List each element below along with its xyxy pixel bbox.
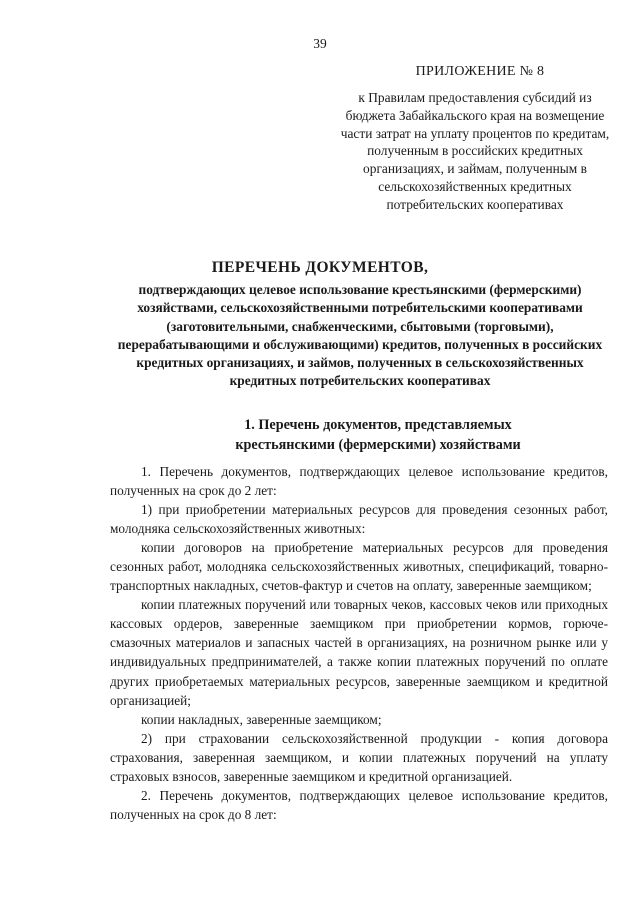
appendix-title: ПРИЛОЖЕНИЕ № 8 xyxy=(415,64,545,79)
document-subtitle: подтверждающих целевое использование крестьянскими (фермерскими) хозяйствами, сельскохозяйственными потребительскими кооперативами (заготовительными, снабженческими, сбытовыми (торговыми), перерабатывающими и обслуживающими) кредитов, полученных в российских кредитных организациях, и займов, полученных в сельскохозяйственных кредитных потребительских кооперативах xyxy=(117,282,603,389)
section-heading: 1. Перечень документов, представляемых крестьянскими (фермерскими) хозяйствами xyxy=(235,417,521,453)
paragraph: 2) при страховании сельскохозяйственной продукции - копия договора страхования, заверенная заемщиком, и копии платежных поручений на уплату страховых взносов, заверенные заемщиком и кредитной организацией. xyxy=(110,730,608,784)
page-number: 39 xyxy=(313,36,327,51)
paragraph: 2. Перечень документов, подтверждающих целевое использование кредитов, полученных на срок до 8 лет: xyxy=(110,787,608,822)
paragraph: копии платежных поручений или товарных чеков, кассовых чеков или приходных кассовых ордеров, заверенные заемщиком при приобретении кормов, горюче-смазочных материалов и запасных частей в организациях, на розничном рынке или у индивидуальных предпринимателей, а также копии платежных поручений по оплате других приобретаемых материальных ресурсов, заверенные заемщиком и кредитной организацией; xyxy=(110,597,608,708)
paragraph: 1. Перечень документов, подтверждающих целевое использование кредитов, полученных на срок до 2 лет: xyxy=(110,464,608,499)
document-title: ПЕРЕЧЕНЬ ДОКУМЕНТОВ, xyxy=(211,259,429,276)
body-text xyxy=(110,462,608,824)
appendix-subtitle: к Правилам предоставления субсидий из бюджета Забайкальского края на возмещение части затрат на уплату процентов по кредитам, полученным в российских кредитных организациях, и займам, полученным в сельскохозяйственных кредитных потребительских кооперативах xyxy=(340,90,610,212)
paragraph: копии накладных, заверенные заемщиком; xyxy=(141,711,382,727)
paragraph: копии договоров на приобретение материальных ресурсов для проведения сезонных работ, молодняка сельскохозяйственных животных, спецификаций, товарно-транспортных накладных, счетов-фактур и счетов на оплату, заверенные заемщиком; xyxy=(110,540,608,594)
paragraph: 1) при приобретении материальных ресурсов для проведения сезонных работ, молодняка сельскохозяйственных животных: xyxy=(110,502,608,537)
